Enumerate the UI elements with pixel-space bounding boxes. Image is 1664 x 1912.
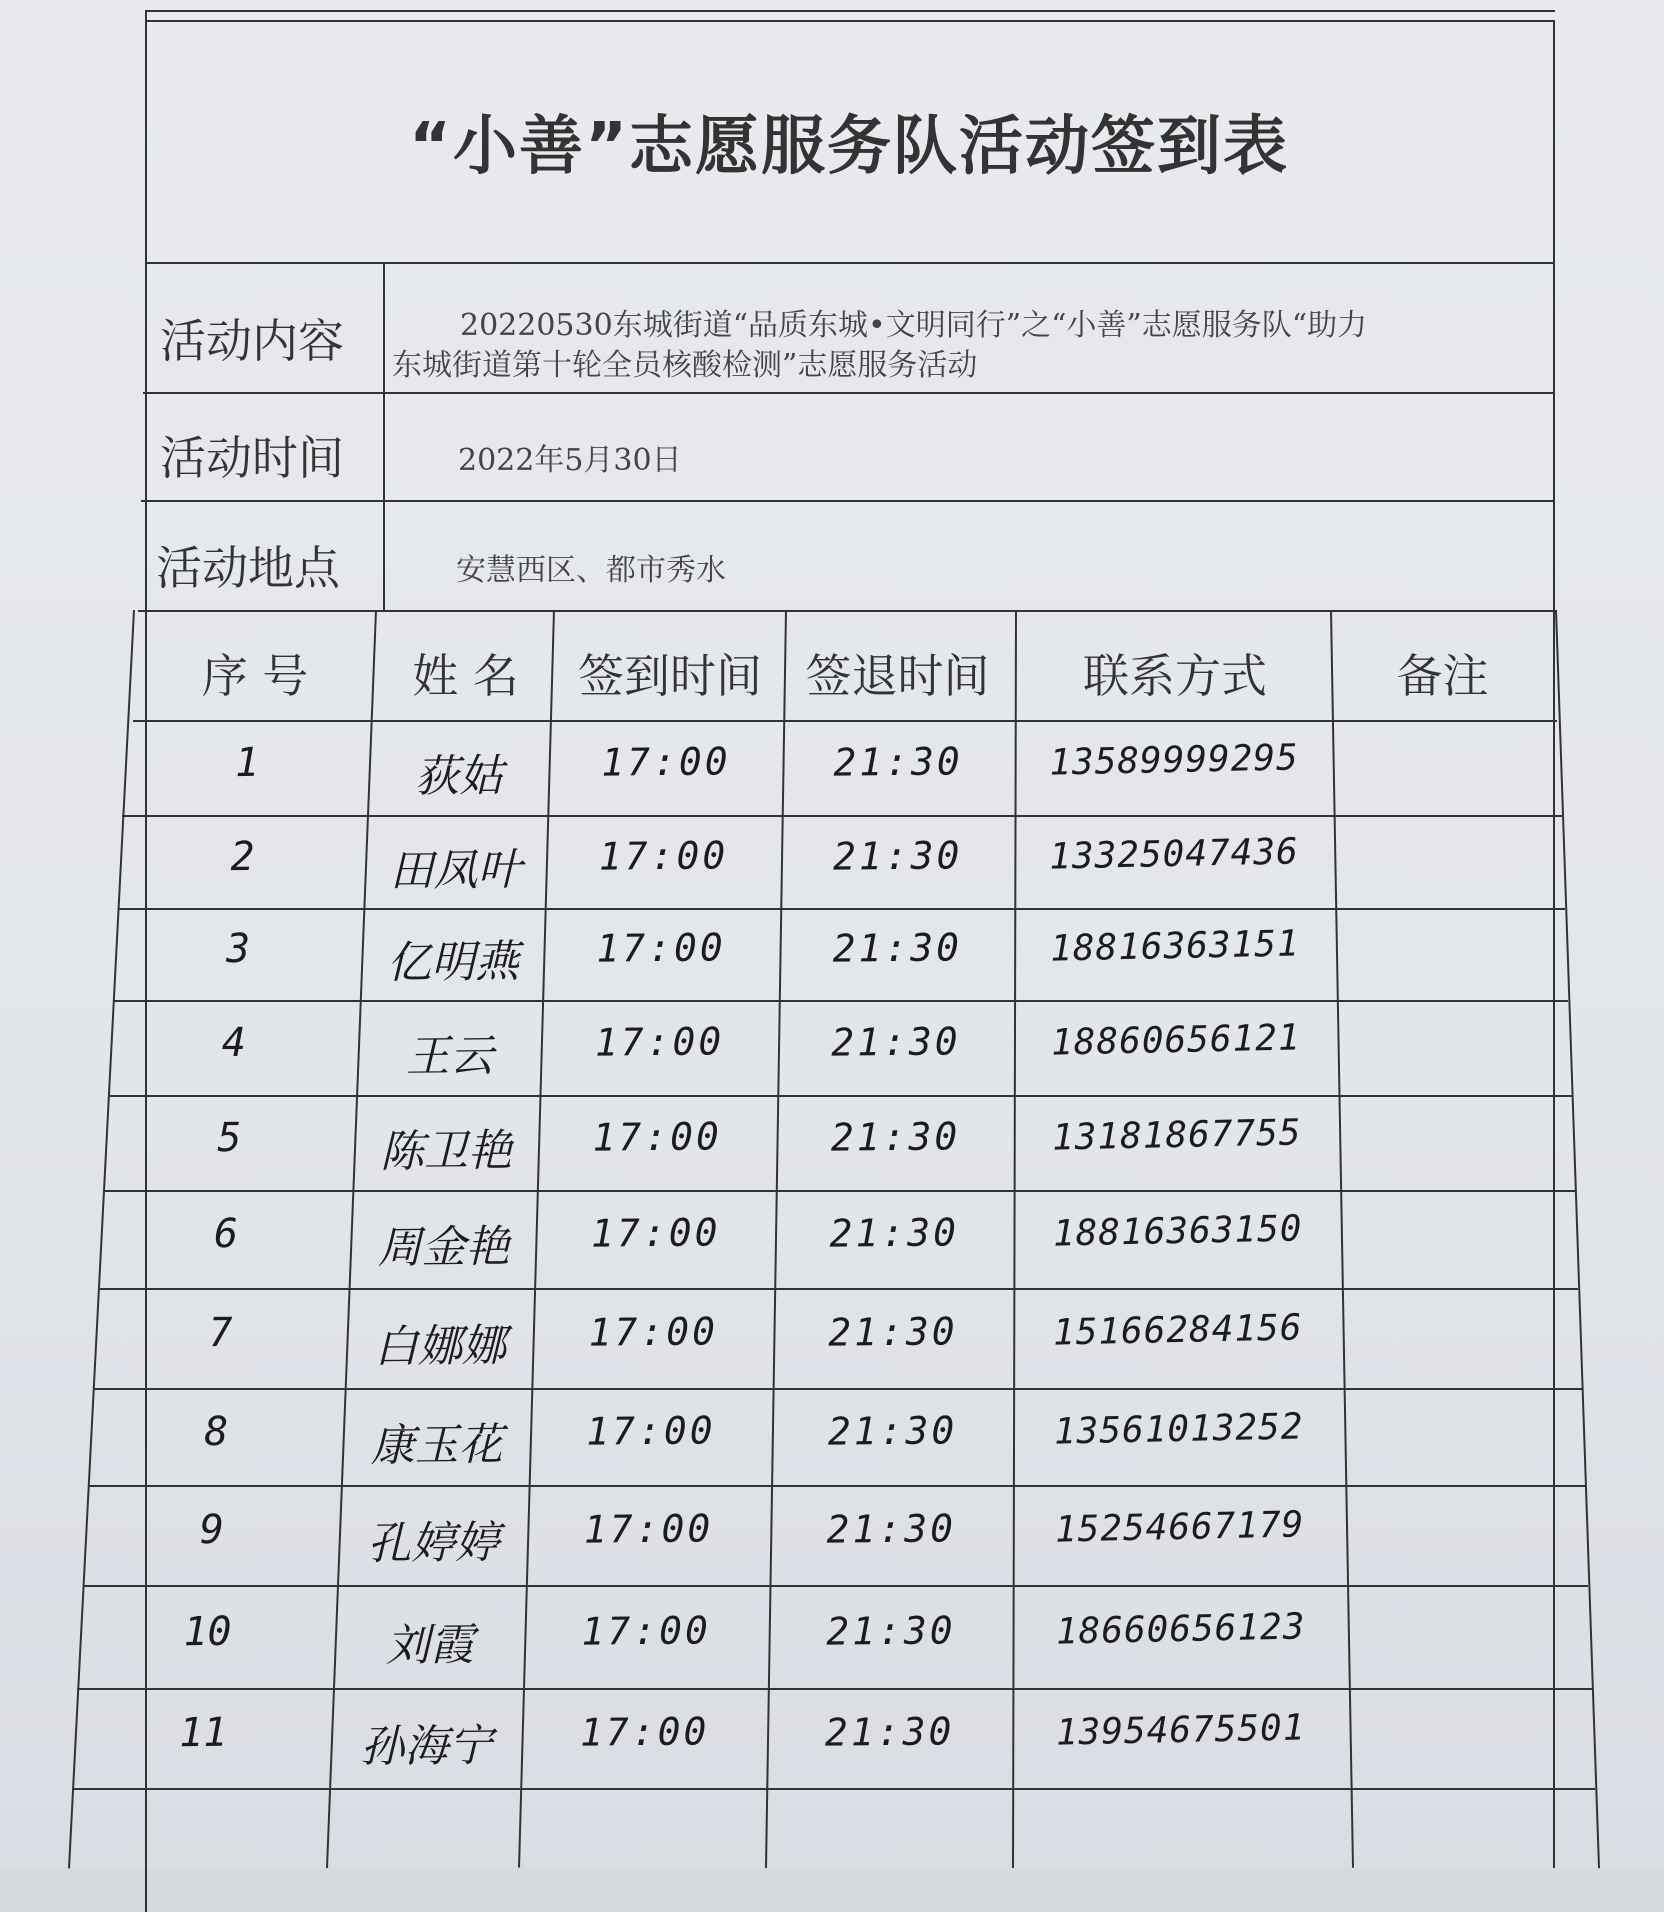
contact-phone: 13561013252	[1053, 1405, 1304, 1453]
row-number: 4	[221, 1019, 247, 1066]
check-out-time: 21:30	[830, 1113, 961, 1160]
content-line-2: 东城街道第十轮全员核酸检测”志愿服务活动	[392, 348, 978, 383]
row-number: 5	[217, 1114, 243, 1161]
volunteer-name: 王云	[405, 1030, 494, 1082]
row-divider	[77, 1688, 1592, 1690]
sheet-title: “小善”志愿服务队活动签到表	[408, 110, 1290, 184]
check-out-time: 21:30	[828, 1309, 959, 1355]
volunteer-name: 周金艳	[376, 1221, 510, 1274]
col-header-no: 序 号	[201, 649, 309, 703]
check-in-time: 17:00	[588, 1309, 718, 1355]
col-header-checkout: 签退时间	[805, 649, 990, 703]
row-number: 8	[204, 1408, 229, 1455]
content-label: 活动内容	[160, 314, 344, 368]
divider	[143, 392, 1553, 394]
contact-phone: 13181867755	[1051, 1111, 1302, 1159]
volunteer-name: 亿明燕	[386, 936, 519, 989]
check-in-time: 17:00	[583, 1506, 714, 1552]
row-divider	[98, 1288, 1578, 1290]
row-divider	[108, 1095, 1572, 1097]
row-divider	[93, 1388, 1582, 1390]
contact-phone: 18816363150	[1052, 1208, 1303, 1255]
row-divider	[72, 1788, 1595, 1790]
check-out-time: 21:30	[827, 1407, 958, 1454]
volunteer-name: 荻姑	[414, 750, 504, 802]
check-out-time: 21:30	[829, 1210, 960, 1256]
row-number: 11	[178, 1709, 228, 1757]
check-out-time: 21:30	[831, 925, 962, 971]
check-out-time: 21:30	[826, 1506, 957, 1552]
row-number: 1	[234, 739, 260, 786]
place-label: 活动地点	[156, 541, 340, 595]
volunteer-name: 孔婷婷	[366, 1517, 500, 1570]
top-border	[145, 20, 1553, 22]
column-divider	[1555, 610, 1600, 1868]
contact-phone: 15254667179	[1054, 1504, 1305, 1551]
check-in-time: 17:00	[592, 1113, 723, 1160]
right-border	[1553, 20, 1555, 1868]
volunteer-name: 康玉花	[370, 1418, 503, 1472]
row-number: 6	[213, 1210, 238, 1258]
time-label: 活动时间	[160, 431, 344, 485]
header-divider	[133, 720, 1557, 722]
check-in-time: 17:00	[581, 1607, 712, 1654]
row-divider	[122, 815, 1562, 817]
row-number: 10	[183, 1608, 232, 1655]
check-out-time: 21:30	[831, 1018, 961, 1065]
row-divider	[118, 908, 1566, 910]
place-value: 安慧西区、都市秀水	[456, 553, 726, 588]
check-in-time: 17:00	[585, 1407, 716, 1454]
row-number: 7	[208, 1309, 234, 1357]
volunteer-name: 陈卫艳	[379, 1124, 513, 1178]
check-in-time: 17:00	[594, 1018, 725, 1065]
check-out-time: 21:30	[832, 832, 963, 879]
check-out-time: 21:30	[825, 1607, 956, 1654]
contact-phone: 18860656121	[1050, 1016, 1301, 1064]
divider	[138, 610, 1556, 612]
row-number: 2	[230, 833, 255, 880]
col-header-note: 备注	[1396, 649, 1489, 703]
contact-phone: 18660656123	[1055, 1605, 1306, 1653]
volunteer-name: 刘霞	[385, 1619, 475, 1671]
volunteer-name: 孙海宁	[360, 1720, 493, 1773]
row-number: 3	[226, 925, 251, 973]
col-header-contact: 联系方式	[1083, 649, 1267, 703]
contact-phone: 18816363151	[1049, 923, 1301, 970]
check-in-time: 17:00	[600, 738, 731, 785]
time-value: 2022年5月30日	[458, 443, 682, 478]
row-divider	[83, 1585, 1589, 1587]
divider	[141, 500, 1555, 502]
check-in-time: 17:00	[579, 1709, 710, 1755]
row-divider	[88, 1485, 1585, 1487]
volunteer-name: 田凤叶	[389, 843, 522, 897]
row-divider	[113, 1000, 1568, 1002]
row-number: 9	[199, 1506, 225, 1554]
volunteer-name: 白娜娜	[373, 1320, 506, 1373]
col-header-checkin: 签到时间	[578, 649, 762, 703]
contact-phone: 13954675501	[1055, 1707, 1307, 1754]
contact-phone: 15166284156	[1052, 1307, 1304, 1354]
check-in-time: 17:00	[590, 1210, 721, 1256]
contact-phone: 13325047436	[1049, 830, 1300, 878]
content-line-1: 20220530东城街道“品质东城•文明同行”之“小善”志愿服务队“助力	[460, 308, 1368, 343]
row-divider	[103, 1190, 1575, 1192]
check-in-time: 17:00	[596, 925, 727, 971]
col-header-name: 姓 名	[412, 649, 519, 703]
label-divider	[383, 262, 385, 610]
check-out-time: 21:30	[824, 1709, 955, 1755]
check-in-time: 17:00	[598, 832, 729, 879]
contact-phone: 13589999295	[1048, 736, 1299, 784]
check-out-time: 21:30	[833, 738, 964, 785]
divider	[145, 262, 1553, 264]
